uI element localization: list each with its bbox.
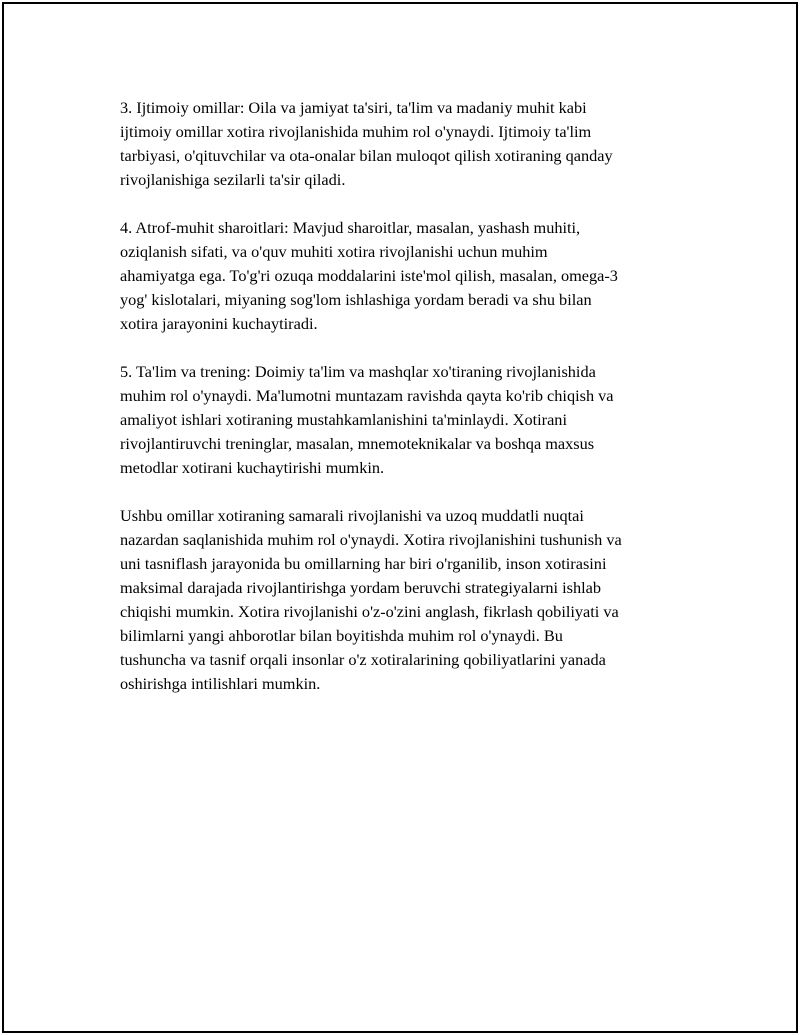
document-body — [120, 96, 694, 720]
paragraph-environmental-conditions: 4. Atrof-muhit sharoitlari: Mavjud sharoitlar, masalan, yashash muhiti, oziqlanish sifati, va o'quv muhiti xotira rivojlanishi uchun muhim ahamiyatga ega. To'g'ri ozuqa moddalarini iste'mol qilish, masalan, omega-3 yog' kislotalari, miyaning sog'lom ishlashiga yordam beradi va shu bilan xotira jarayonini kuchaytiradi. — [120, 218, 618, 333]
paragraph-conclusion: Ushbu omillar xotiraning samarali rivojlanishi va uzoq muddatli nuqtai nazardan saqlanishida muhim rol o'ynaydi. Xotira rivojlanishini tushunish va uni tasniflash jarayonida bu omillarning har biri o'rganilib, inson xotirasini maksimal darajada rivojlantirishga yordam beruvchi strategiyalarni ishlab chiqishi mumkin. Xotira rivojlanishi o'z-o'zini anglash, fikrlash qobiliyati va bilimlarni yangi ahborotlar bilan boyitishda muhim rol o'ynaydi. Bu tushuncha va tasnif orqali insonlar o'z xotiralarining qobiliyatlarini yanada oshirishga intilishlari mumkin. — [120, 506, 622, 693]
paragraph-education-training: 5. Ta'lim va trening: Doimiy ta'lim va mashqlar xo'tiraning rivojlanishida muhim rol o'ynaydi. Ma'lumotni muntazam ravishda qayta ko'rib chiqish va amaliyot ishlari xotiraning mustahkamlanishini ta'minlaydi. Xotirani rivojlantiruvchi treninglar, masalan, mnemoteknikalar va boshqa maxsus metodlar xotirani kuchaytirishi mumkin. — [120, 362, 614, 477]
paragraph-social-factors: 3. Ijtimoiy omillar: Oila va jamiyat ta'siri, ta'lim va madaniy muhit kabi ijtimoiy omillar xotira rivojlanishida muhim rol o'ynaydi. Ijtimoiy ta'lim tarbiyasi, o'qituvchilar va ota-onalar bilan muloqot qilish xotiraning qanday rivojlanishiga sezilarli ta'sir qiladi. — [120, 98, 613, 189]
document-page — [2, 2, 798, 1033]
